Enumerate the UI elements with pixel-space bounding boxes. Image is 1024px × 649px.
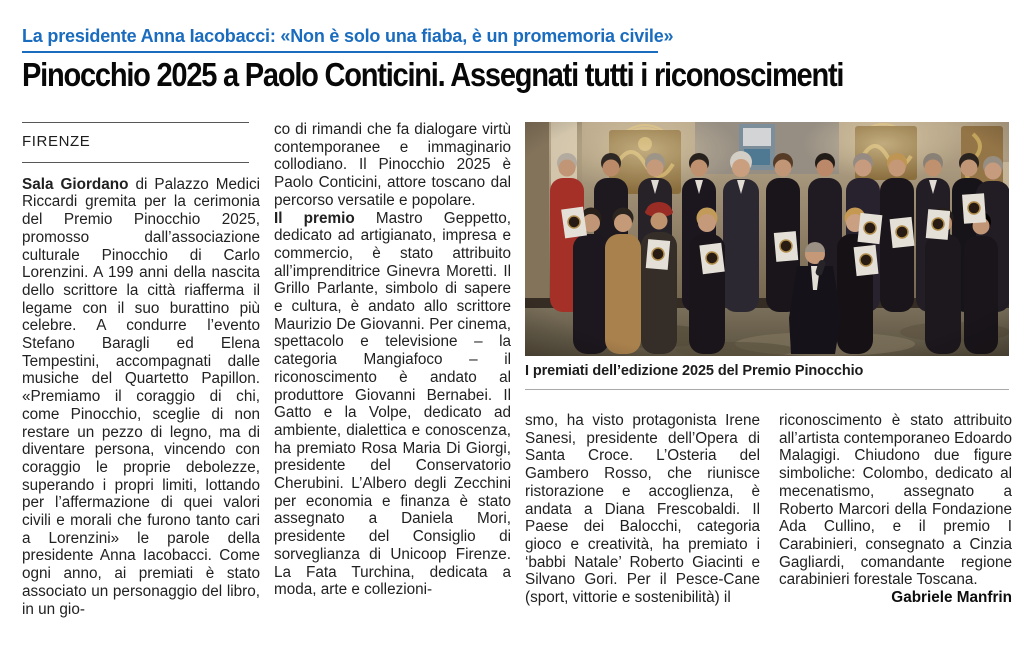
- kicker: La presidente Anna Iacobacci: «Non è solo una fiaba, è un promemoria civile»: [22, 26, 674, 46]
- article-column-2: [274, 121, 511, 599]
- article-paragraph: riconoscimento è stato attribuito all’artista contemporaneo Edoardo Malagigi. Chiudono due figure simboliche: Colombo, dedicato al mecenatismo, assegnato a Roberto Marcori della Fondazione Ada Cullino, e il premio I Carabinieri, consegnato a Cinzia Gagliardi, comandante regione carabinieri forestale Toscana.: [779, 412, 1012, 589]
- article-column-4: [779, 412, 1012, 607]
- award-ceremony-photo-illustration: [525, 122, 1009, 356]
- article-paragraph: [22, 176, 260, 619]
- dateline: FIRENZE: [22, 133, 91, 150]
- article-paragraph: [274, 210, 511, 599]
- paragraph-text: Mastro Geppetto, dedicato ad artigianato, impresa e commercio, è stato attribuito all’imprenditrice Ginevra Moretti. Il Grillo Parlante, simbolo di sapere e cultura, è andato allo scrittore Maurizio De Giovanni. Per cinema, spettacolo e televisione – la categoria Mangiafoco – il riconoscimento è andato al produttore Giovanni Bernabei. Il Gatto e la Volpe, dedicato ad ambiente, dialettica e conoscenza, ha premiato Rosa Maria Di Giorgi, presidente del Conservatorio Cherubini. L’Albero degli Zecchini per economia e finanza è stato assegnato a Daniela Mori, presidente del Consiglio di sorveglianza di Unicoop Firenze. La Fata Turchina, dedicata a moda, arte e collezioni-: [274, 209, 511, 599]
- byline: Gabriele Manfrin: [891, 589, 1012, 607]
- paragraph-lead-in: Sala Giordano: [22, 175, 129, 193]
- paragraph-text: di Palazzo Medici Riccardi gremita per la cerimonia del Premio Pinocchio 2025, promosso dall’associazione culturale Pinocchio di Carlo Lorenzini. A 199 anni della nascita dello scrittore la città riafferma il legame con il suo burattino più celebre. A condurre l’evento Stefano Baragli ed Elena Tempestini, accompagnati dalle musiche del Quartetto Papillon. «Premiamo il coraggio di chi, come Pinocchio, sceglie di non restare un pezzo di legno, ma di diventare persona, vincendo con coraggio le proprie debolezze, superando i propri limiti, lottando per l’affermazione di quei valori civili e morali che furono tanto cari a Lorenzini» le parole della presidente Anna Iacobacci. Come ogni anno, ai premiati è stato associato un personaggio del libro, in un gio-: [22, 175, 261, 618]
- page-title: Pinocchio 2025 a Paolo Conticini. Assegnati tutti i riconoscimenti: [22, 56, 844, 93]
- kicker-underline-rule: [22, 51, 658, 53]
- photo-caption: I premiati dell’edizione 2025 del Premio Pinocchio: [525, 363, 864, 379]
- paragraph-lead-in: Il premio: [274, 209, 355, 227]
- dateline-rule-bottom: [22, 162, 249, 163]
- caption-rule: [525, 389, 1009, 390]
- article-column-3: [525, 412, 760, 607]
- article-paragraph: smo, ha visto protagonista Irene Sanesi, presidente dell’Opera di Santa Croce. L’Osteria del Gambero Rosso, che riunisce ristorazione e accoglienza, è andata a Diana Frescobaldi. Il Paese dei Balocchi, categoria gioco e creatività, ha premiato i ‘babbi Natale’ Roberto Giacinti e Silvano Gori. Per il Pesce-Cane (sport, vittorie e sostenibilità) il: [525, 412, 760, 607]
- article-column-1: [22, 118, 260, 618]
- award-ceremony-photo: [525, 122, 1009, 356]
- article-paragraph: co di rimandi che fa dialogare virtù contemporanee e immaginario collodiano. Il Pinocchio 2025 è Paolo Conticini, attore toscano dal percorso versatile e popolare.: [274, 121, 511, 209]
- dateline-rule-top: [22, 122, 249, 123]
